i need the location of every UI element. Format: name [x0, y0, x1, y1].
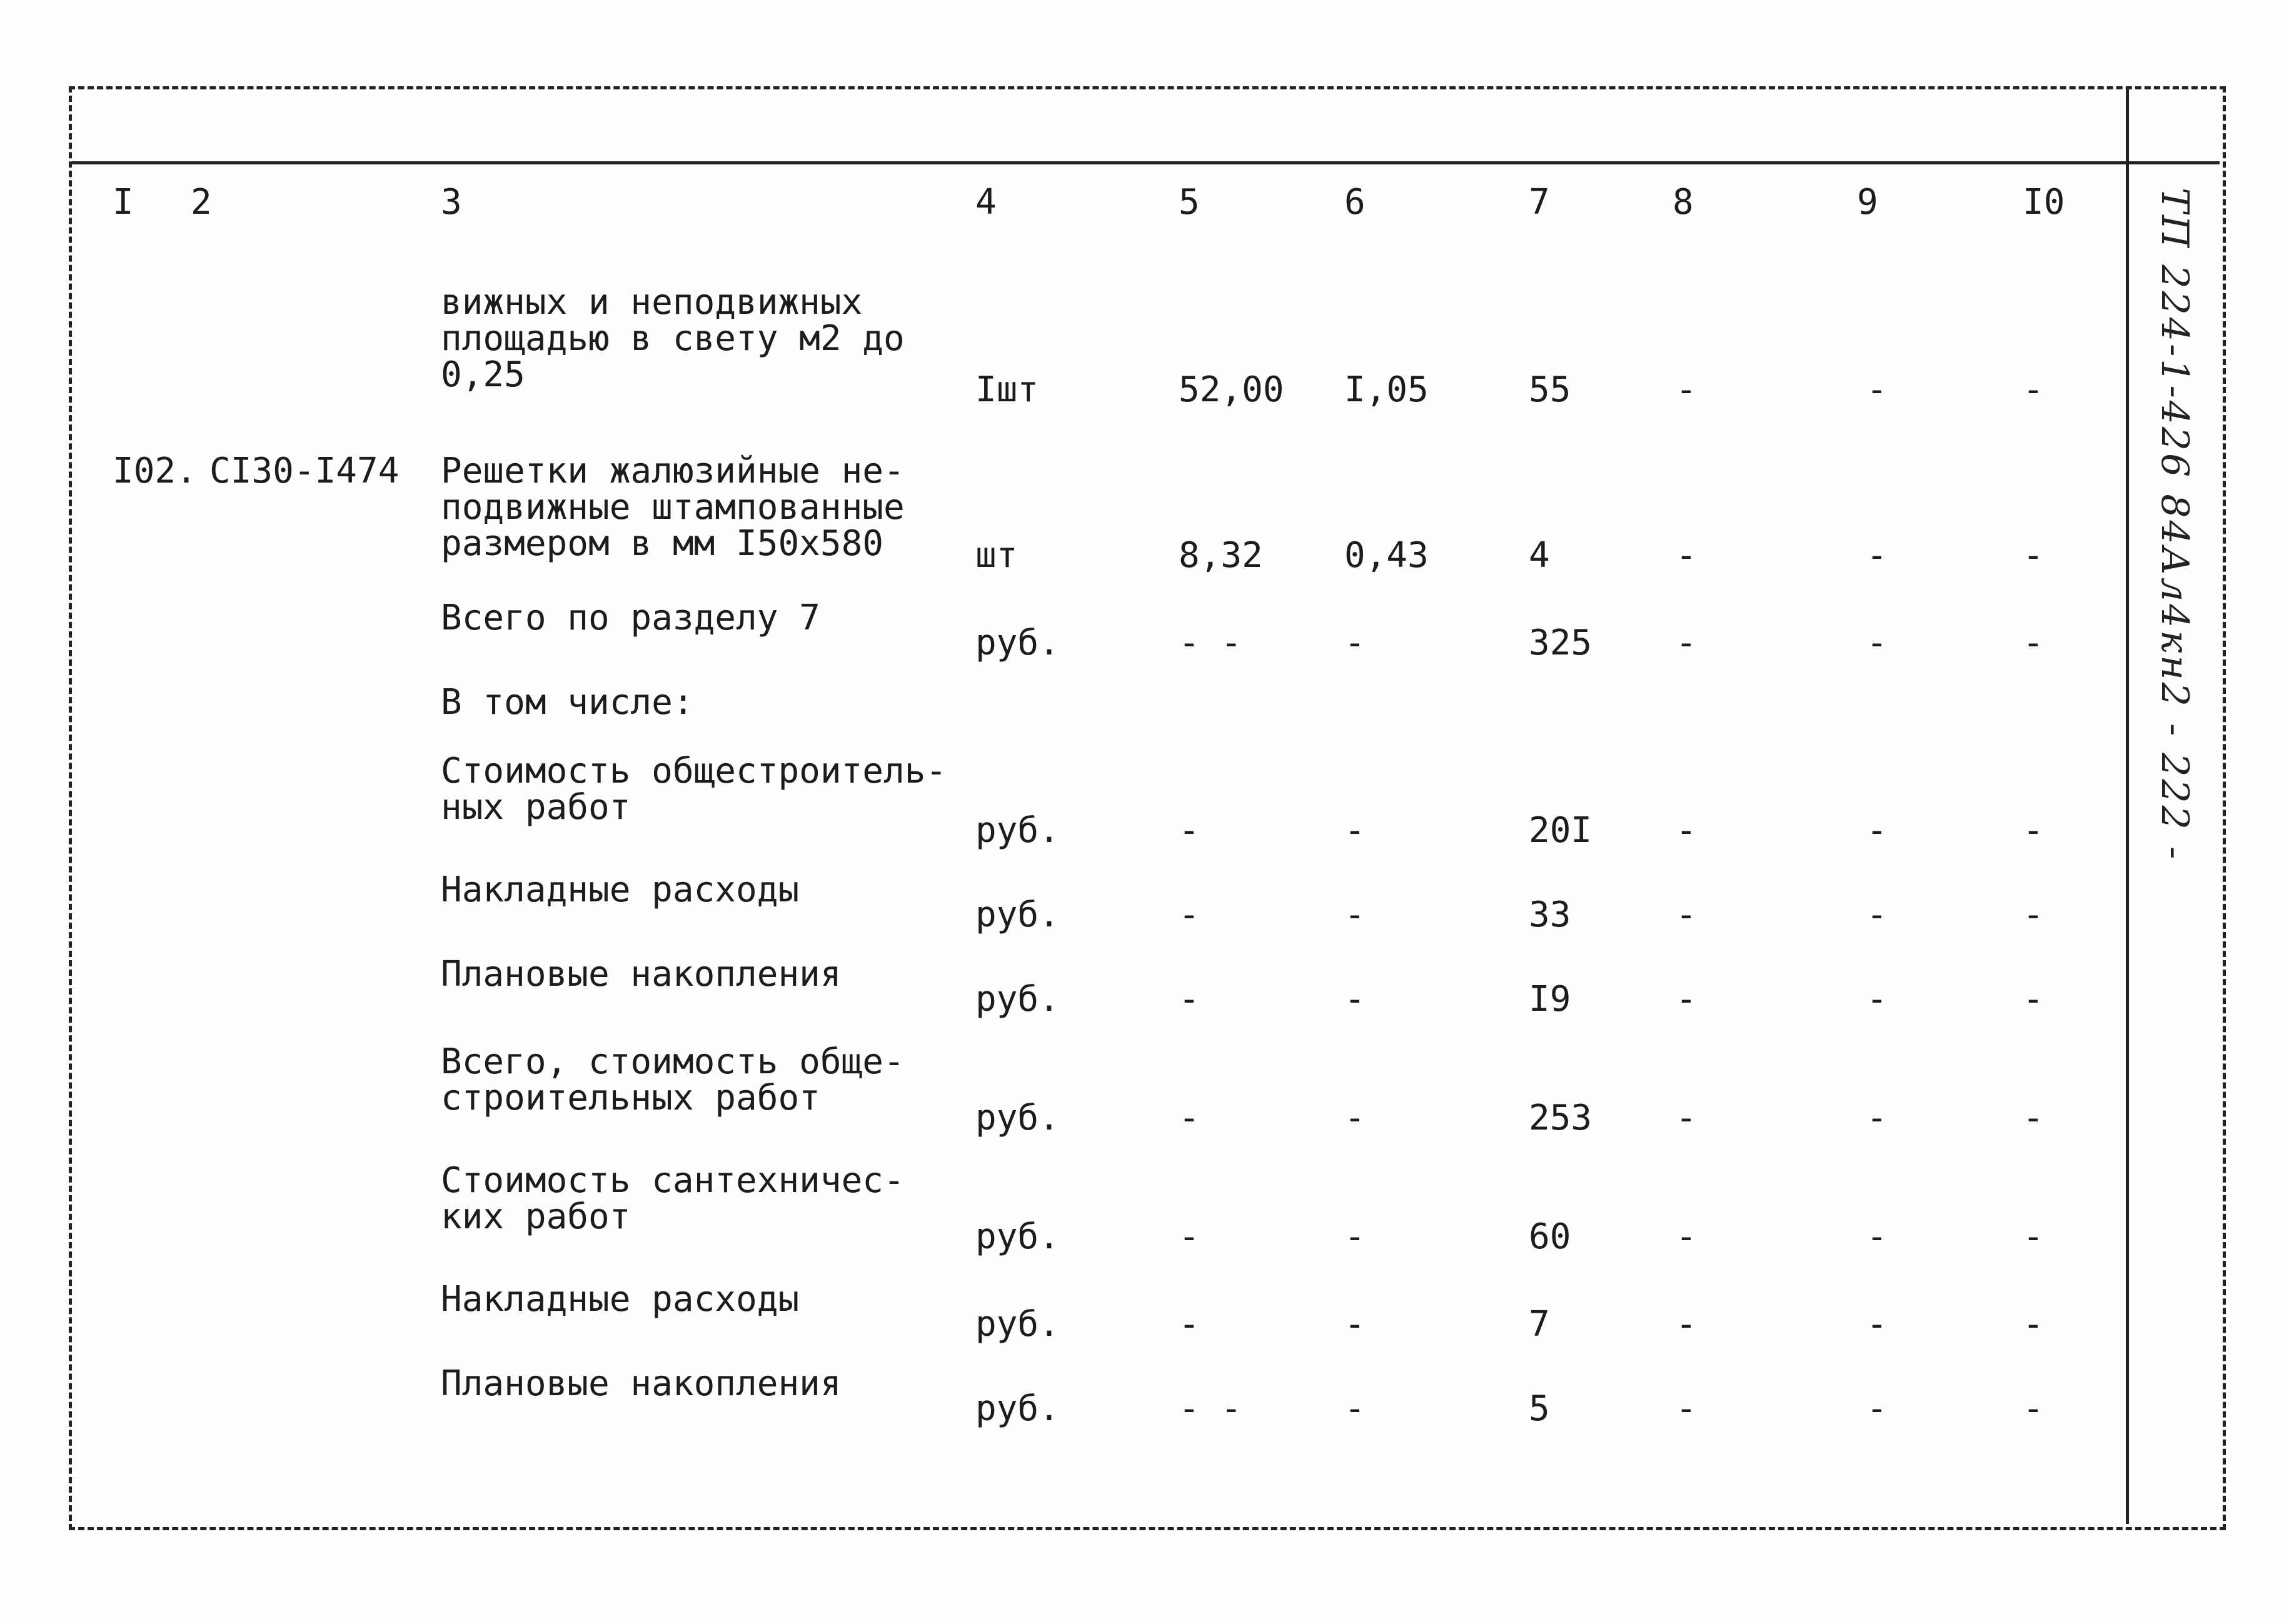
table-frame [69, 86, 2226, 1530]
cell-c8: - [1676, 369, 1697, 410]
cell-c10: - [2023, 1216, 2044, 1257]
col-header-7: 7 [1529, 182, 1550, 223]
cell-unit: шт [975, 535, 1018, 576]
cell-c5: - - [1179, 1388, 1242, 1429]
cell-unit: руб. [975, 1304, 1060, 1345]
col-header-6: 6 [1344, 182, 1366, 223]
cell-c6: - [1344, 623, 1366, 663]
cell-c5: - [1179, 895, 1200, 935]
cell-c6: - [1344, 1304, 1366, 1345]
cell-c6: - [1344, 1098, 1366, 1138]
cell-unit: руб. [975, 810, 1060, 851]
row-description: Всего, стоимость обще- строительных работ [441, 1041, 905, 1118]
col-header-9: 9 [1857, 182, 1878, 223]
cell-c5: - [1179, 810, 1200, 851]
cell-c7: 33 [1529, 895, 1571, 935]
cell-c8: - [1676, 623, 1697, 663]
row-description: Накладные расходы [441, 870, 800, 910]
cell-c7: 325 [1529, 623, 1592, 663]
row-description: Стоимость сантехничес- ких работ [441, 1160, 905, 1237]
cell-unit: руб. [975, 1216, 1060, 1257]
cell-c6: - [1344, 895, 1366, 935]
cell-c9: - [1866, 1304, 1888, 1345]
cell-c7: 20I [1529, 810, 1592, 851]
cell-c5: 8,32 [1179, 535, 1263, 576]
cell-c7: 5 [1529, 1388, 1550, 1429]
row-description: Плановые накопления [441, 1363, 842, 1404]
cell-c5: - [1179, 1098, 1200, 1138]
cell-c7: 253 [1529, 1098, 1592, 1138]
cell-c9: - [1866, 1388, 1888, 1429]
cell-c9: - [1866, 535, 1888, 576]
cell-c9: - [1866, 895, 1888, 935]
cell-c5: - [1179, 1304, 1200, 1345]
cell-c8: - [1676, 1388, 1697, 1429]
side-stamp [2143, 188, 2212, 963]
cell-c8: - [1676, 979, 1697, 1020]
cell-c7: I9 [1529, 979, 1571, 1020]
row-description: Всего по разделу 7 [441, 598, 820, 638]
cell-c8: - [1676, 1098, 1697, 1138]
cell-c10: - [2023, 623, 2044, 663]
cell-c7: 7 [1529, 1304, 1550, 1345]
cell-unit: Iшт [975, 369, 1039, 410]
cell-c10: - [2023, 810, 2044, 851]
cell-unit: руб. [975, 1098, 1060, 1138]
cell-c10: - [2023, 1388, 2044, 1429]
cell-c8: - [1676, 1216, 1697, 1257]
cell-c7: 55 [1529, 369, 1571, 410]
cell-c9: - [1866, 810, 1888, 851]
cell-unit: руб. [975, 979, 1060, 1020]
cell-c6: - [1344, 810, 1366, 851]
cell-c6: - [1344, 1216, 1366, 1257]
cell-c10: - [2023, 369, 2044, 410]
cell-c9: - [1866, 979, 1888, 1020]
cell-c9: - [1866, 623, 1888, 663]
cell-c5: - [1179, 1216, 1200, 1257]
col-header-1: I [113, 182, 134, 223]
cell-c6: 0,43 [1344, 535, 1429, 576]
side-stamp-text: ТП 224-1-426 84Ал4кн2 - 222 - [2153, 188, 2196, 862]
cell-c6: I,05 [1344, 369, 1429, 410]
col-header-5: 5 [1179, 182, 1200, 223]
cell-c8: - [1676, 810, 1697, 851]
cell-c9: - [1866, 1098, 1888, 1138]
cell-c5: - [1179, 979, 1200, 1020]
cell-c5: 52,00 [1179, 369, 1284, 410]
cell-c10: - [2023, 895, 2044, 935]
cell-c6: - [1344, 979, 1366, 1020]
cell-c10: - [2023, 1304, 2044, 1345]
col-header-4: 4 [975, 182, 997, 223]
cell-c10: - [2023, 535, 2044, 576]
stamp-divider [2126, 89, 2129, 1524]
row-description: Стоимость общестроитель- ных работ [441, 751, 947, 828]
cell-c6: - [1344, 1388, 1366, 1429]
col-header-2: 2 [191, 182, 212, 223]
cell-unit: руб. [975, 1388, 1060, 1429]
cell-c9: - [1866, 1216, 1888, 1257]
cell-c8: - [1676, 535, 1697, 576]
cell-c8: - [1676, 1304, 1697, 1345]
row-description: Накладные расходы [441, 1279, 800, 1320]
cell-c7: 4 [1529, 535, 1550, 576]
col-header-8: 8 [1673, 182, 1694, 223]
header-rule [72, 161, 2220, 164]
cell-c9: - [1866, 369, 1888, 410]
col-header-3: 3 [441, 182, 462, 223]
col-header-10: I0 [2023, 182, 2065, 223]
cell-unit: руб. [975, 895, 1060, 935]
cell-c5: - - [1179, 623, 1242, 663]
cell-unit: руб. [975, 623, 1060, 663]
cell-c10: - [2023, 979, 2044, 1020]
cell-c8: - [1676, 895, 1697, 935]
row-description: вижных и неподвижных площадью в свету м2 до 0,25 [441, 282, 905, 395]
cell-code: CI30-I474 [209, 451, 400, 491]
row-description: Плановые накопления [441, 954, 842, 995]
row-description: Решетки жалюзийные не- подвижные штампованные размером в мм I50x580 [441, 451, 905, 564]
cell-c10: - [2023, 1098, 2044, 1138]
cell-no: I02. [113, 451, 197, 491]
cell-c7: 60 [1529, 1216, 1571, 1257]
row-description: В том числе: [441, 682, 694, 723]
